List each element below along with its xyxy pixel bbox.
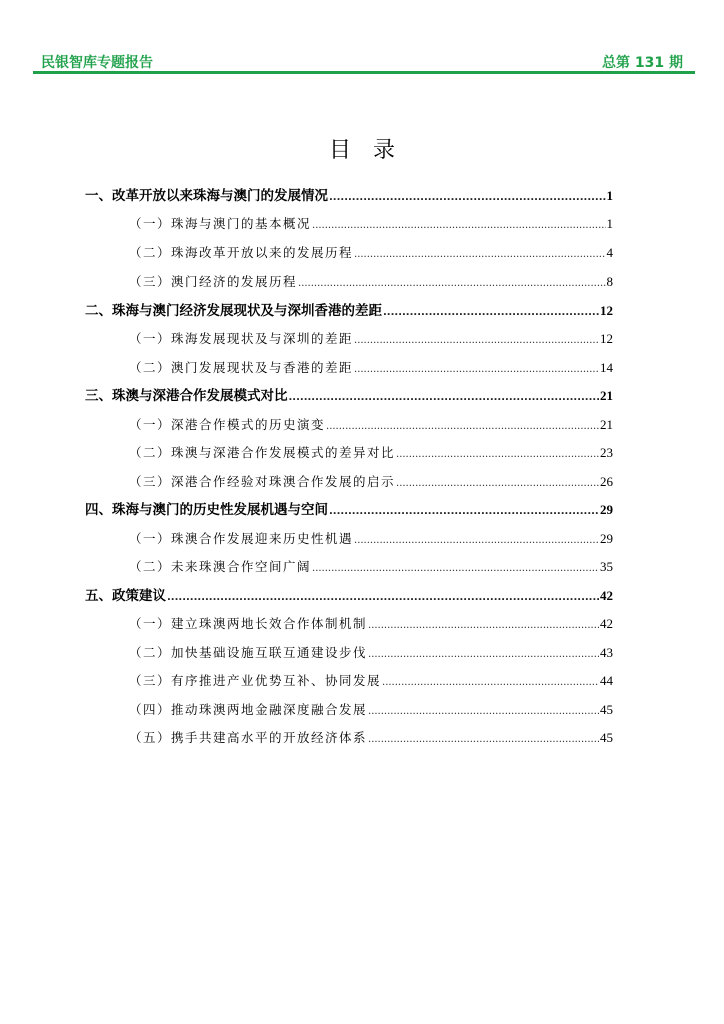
toc-entry-label: （三）澳门经济的发展历程 [129, 274, 298, 289]
toc-entry-page: 44 [600, 673, 613, 688]
toc-leader-dots [326, 416, 599, 438]
issue-number: 总第 131 期 [602, 55, 683, 71]
toc-entry-subsection[interactable] [129, 414, 613, 436]
toc-leader-dots [368, 615, 599, 637]
toc-leader-dots [383, 302, 599, 324]
toc-entry-subsection[interactable] [129, 556, 613, 578]
toc-leader-dots [329, 501, 599, 523]
header-rule [33, 71, 695, 74]
toc-entry-label: （二）未来珠澳合作空间广阔 [129, 559, 312, 574]
toc-entry-page: 42 [600, 616, 613, 631]
toc-entry-page: 8 [606, 274, 613, 289]
toc-entry-subsection[interactable] [129, 442, 613, 464]
toc-entry-page: 35 [600, 559, 613, 574]
toc-entry-label: （五）携手共建高水平的开放经济体系 [129, 730, 368, 745]
toc-entry-label: （一）珠海与澳门的基本概况 [129, 216, 312, 231]
toc-entry-section-3[interactable] [85, 385, 613, 407]
toc-entry-page: 1 [606, 188, 613, 203]
toc-leader-dots [368, 701, 599, 723]
toc-entry-page: 14 [600, 360, 613, 375]
toc-entry-page: 4 [606, 245, 613, 260]
toc-entry-section-5[interactable] [85, 585, 613, 607]
toc-entry-label: 三、珠澳与深港合作发展模式对比 [85, 388, 288, 404]
toc-entry-label: （四）推动珠澳两地金融深度融合发展 [129, 702, 368, 717]
toc-entry-subsection[interactable] [129, 727, 613, 749]
toc-leader-dots [354, 244, 605, 266]
toc-entry-page: 23 [600, 445, 613, 460]
toc-leader-dots [312, 215, 605, 237]
toc-entry-section-4[interactable] [85, 499, 613, 521]
page-header [33, 50, 695, 74]
toc-entry-subsection[interactable] [129, 357, 613, 379]
toc-entry-label: （二）珠海改革开放以来的发展历程 [129, 245, 354, 260]
toc-leader-dots [368, 644, 599, 666]
toc-entry-page: 12 [600, 331, 613, 346]
toc-entry-label: 二、珠海与澳门经济发展现状及与深圳香港的差距 [85, 303, 382, 319]
toc-entry-subsection[interactable] [129, 271, 613, 293]
toc-entry-subsection[interactable] [129, 328, 613, 350]
toc-entry-label: （一）深港合作模式的历史演变 [129, 417, 326, 432]
toc-entry-page: 45 [600, 730, 613, 745]
toc-entry-page: 1 [606, 216, 613, 231]
toc-entry-subsection[interactable] [129, 528, 613, 550]
toc-leader-dots [289, 387, 600, 409]
toc-entry-label: （二）加快基础设施互联互通建设步伐 [129, 645, 368, 660]
toc-entry-subsection[interactable] [129, 699, 613, 721]
toc-entry-page: 42 [600, 588, 613, 603]
toc-entry-label: 五、政策建议 [85, 588, 166, 604]
toc-leader-dots [396, 473, 599, 495]
toc-entry-label: （一）建立珠澳两地长效合作体制机制 [129, 616, 368, 631]
toc-leader-dots [354, 330, 599, 352]
toc-entry-subsection[interactable] [129, 213, 613, 235]
toc-entry-page: 29 [600, 531, 613, 546]
toc-entry-page: 21 [600, 388, 613, 403]
toc-entry-subsection[interactable] [129, 242, 613, 264]
toc-entry-page: 45 [600, 702, 613, 717]
toc-leader-dots [354, 359, 599, 381]
toc-leader-dots [329, 187, 606, 209]
toc-entry-page: 43 [600, 645, 613, 660]
toc-leader-dots [382, 672, 599, 694]
toc-entry-label: 一、改革开放以来珠海与澳门的发展情况 [85, 188, 328, 204]
toc-entry-label: （三）深港合作经验对珠澳合作发展的启示 [129, 474, 396, 489]
toc-entry-page: 26 [600, 474, 613, 489]
toc-entry-page: 29 [600, 502, 613, 517]
toc-leader-dots [396, 444, 599, 466]
toc-entry-page: 21 [600, 417, 613, 432]
toc-leader-dots [354, 530, 599, 552]
toc-entry-label: （一）珠澳合作发展迎来历史性机遇 [129, 531, 354, 546]
toc-title: 目录 [328, 138, 417, 163]
toc-entry-label: （一）珠海发展现状及与深圳的差距 [129, 331, 354, 346]
toc-entry-subsection[interactable] [129, 613, 613, 635]
toc-leader-dots [298, 273, 605, 295]
toc-entry-page: 12 [600, 303, 613, 318]
toc-entry-subsection[interactable] [129, 670, 613, 692]
toc-entry-section-1[interactable] [85, 185, 613, 207]
report-series-title: 民银智库专题报告 [41, 55, 153, 71]
toc-entry-subsection[interactable] [129, 642, 613, 664]
toc-entry-label: （二）澳门发展现状及与香港的差距 [129, 360, 354, 375]
toc-leader-dots [312, 558, 599, 580]
toc-entry-label: （三）有序推进产业优势互补、协同发展 [129, 673, 382, 688]
toc-entry-subsection[interactable] [129, 471, 613, 493]
toc-entry-label: （二）珠澳与深港合作发展模式的差异对比 [129, 445, 396, 460]
toc-leader-dots [368, 729, 599, 751]
toc-entry-label: 四、珠海与澳门的历史性发展机遇与空间 [85, 502, 328, 518]
toc-entry-section-2[interactable] [85, 300, 613, 322]
toc-leader-dots [167, 587, 599, 609]
